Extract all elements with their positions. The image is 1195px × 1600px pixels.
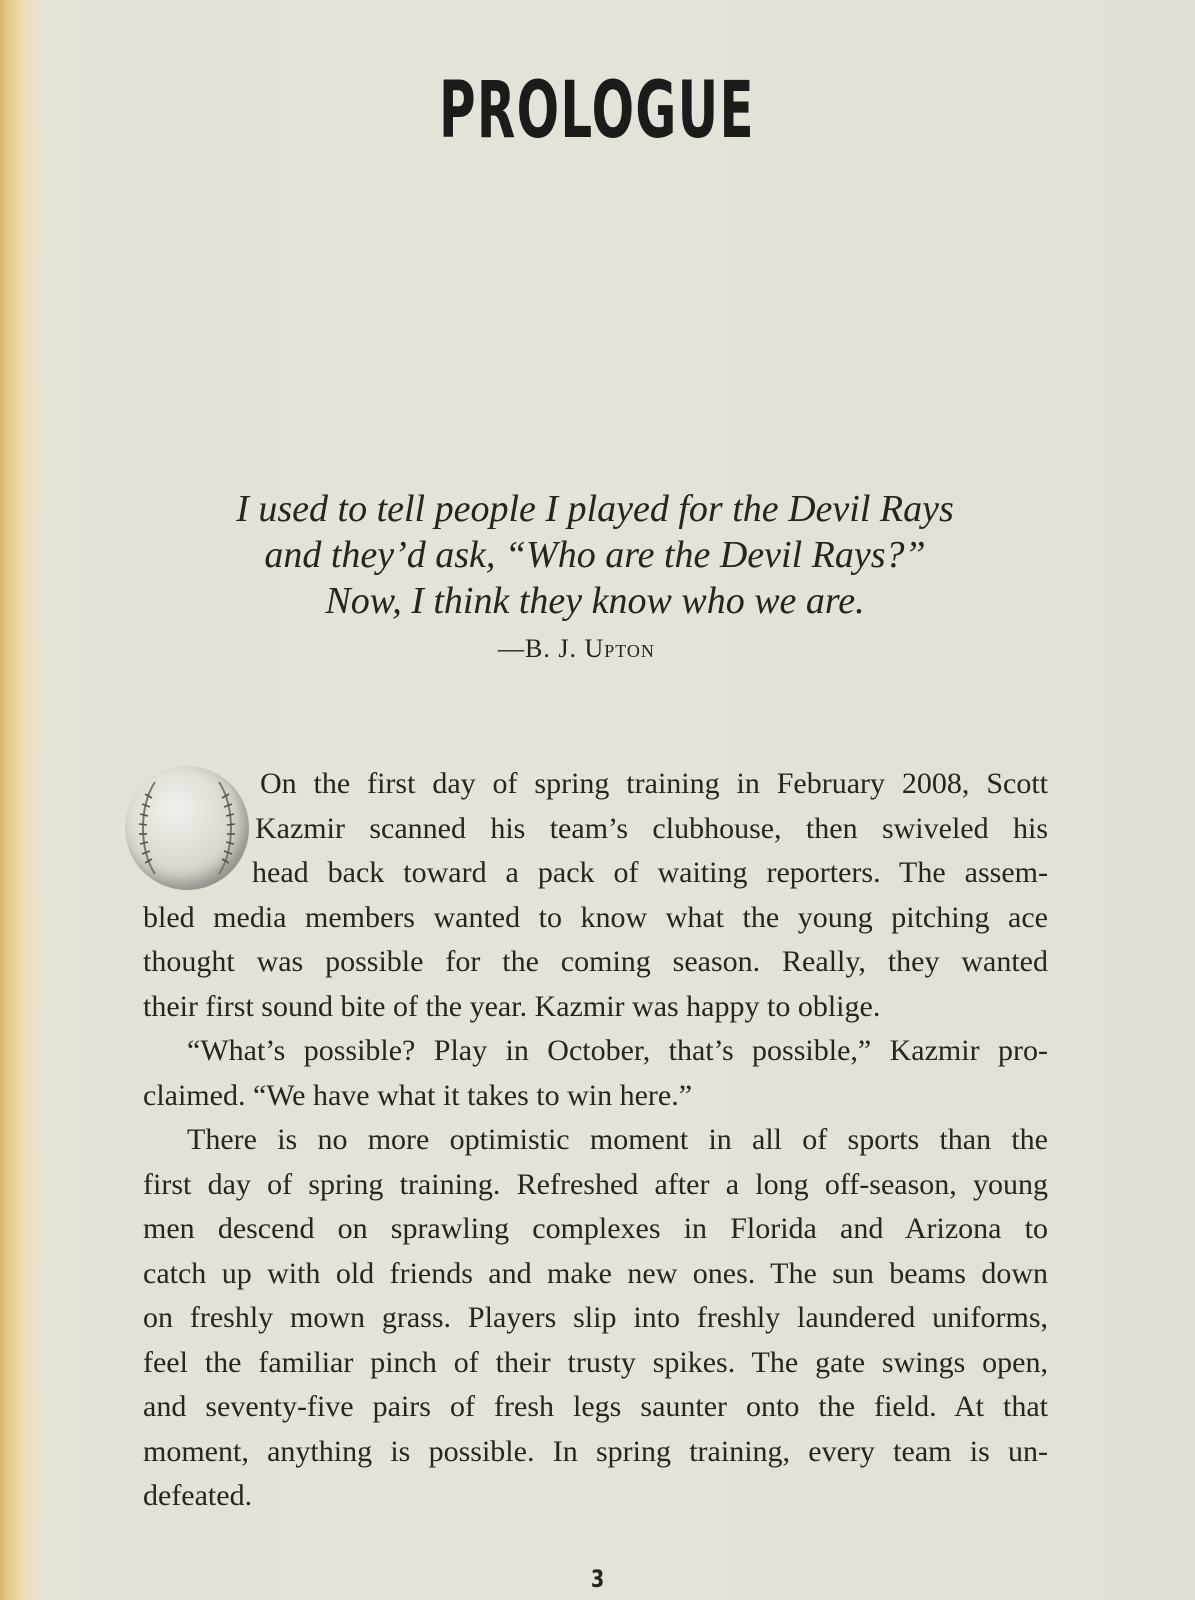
body-line: their first sound bite of the year. Kazmir was happy to oblige. <box>143 989 881 1023</box>
body-line: head back toward a pack of waiting reporters. The assem- <box>252 856 1048 889</box>
epigraph-attribution <box>498 634 655 664</box>
body-line: “What’s possible? Play in October, that’s possible,” Kazmir pro- <box>187 1034 1048 1067</box>
body-line: on freshly mown grass. Players slip into freshly laundered uniforms, <box>143 1301 1048 1334</box>
page-number: 3 <box>590 1565 605 1593</box>
epigraph-quote <box>150 486 1040 624</box>
attribution-surname: Upton <box>584 634 655 663</box>
body-line: claimed. “We have what it takes to win here.” <box>143 1078 693 1112</box>
body-text <box>143 762 1048 1519</box>
body-line: thought was possible for the coming season. Really, they wanted <box>143 945 1048 978</box>
body-line: and seventy-five pairs of fresh legs saunter onto the field. At that <box>143 1390 1048 1423</box>
body-line: feel the familiar pinch of their trusty spikes. The gate swings open, <box>143 1345 1048 1379</box>
body-line: Kazmir scanned his team’s clubhouse, then swiveled his <box>255 811 1048 845</box>
body-line: defeated. <box>143 1479 253 1512</box>
body-line: There is no more optimistic moment in all of sports than the <box>187 1123 1048 1156</box>
body-line: moment, anything is possible. In spring training, every team is un- <box>143 1434 1048 1468</box>
body-line: bled media members wanted to know what the young pitching ace <box>143 900 1048 934</box>
body-line: On the first day of spring training in February 2008, Scott <box>260 767 1048 800</box>
epigraph-line: Now, I think they know who we are. <box>325 580 865 622</box>
chapter-title: PROLOGUE <box>439 66 755 156</box>
epigraph-line: I used to tell people I played for the Devil Rays <box>236 488 954 530</box>
body-line: catch up with old friends and make new ones. The sun beams down <box>143 1256 1048 1290</box>
body-line: first day of spring training. Refreshed after a long off-season, young <box>143 1167 1048 1201</box>
body-line: men descend on sprawling complexes in Florida and Arizona to <box>143 1212 1048 1245</box>
attribution-initials: —B. J. <box>498 634 585 663</box>
epigraph-line: and they’d ask, “Who are the Devil Rays?” <box>264 534 926 576</box>
